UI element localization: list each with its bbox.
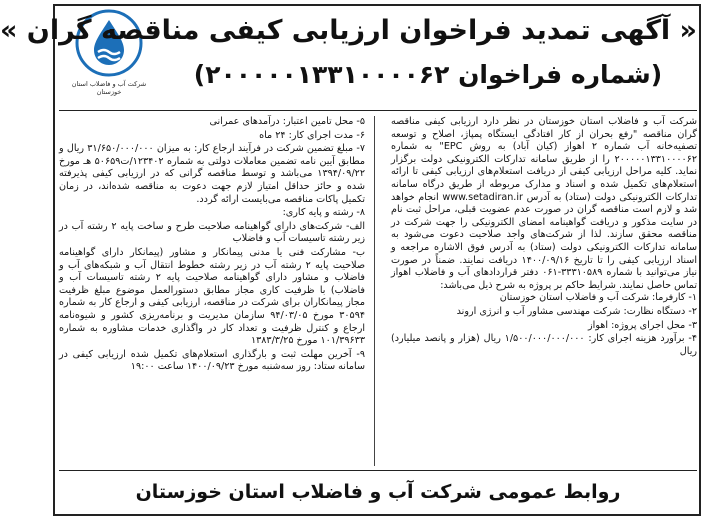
condition-item: ۴- برآورد هزینه اجرای کار: ۱/۵۰۰/۰۰۰/۰۰۰/۰۰۰ ریال (هزار و پانصد میلیارد) ریال	[391, 333, 697, 357]
condition-item: ۳- محل اجرای پروژه: اهواز	[588, 319, 697, 331]
logo-caption: شرکت آب و فاضلاب استان خوزستان	[71, 80, 147, 96]
column-divider	[374, 116, 375, 466]
condition-item: ۹- آخرین مهلت ثبت و بارگذاری استعلام‌های تکمیل شده ارزیابی کیفی در سامانه ستاد: روز سه‌شنبه مورخ ۱۴۰۰/۰۹/۲۳ ساعت ۱۹:۰۰	[59, 348, 365, 373]
intro-paragraph: شرکت آب و فاضلاب استان خوزستان در نظر دارد ارزیابی کیفی مناقصه گران مناقصه "رفع بحران از کار افتادگی ایستگاه پمپاژ، اصلاح و توسعه تصفیه‌خانه آب شماره ۲ اهواز (کیان آباد) به روش EPC" به شماره ۲۰۰۰۰۰۱۳۳۱۰۰۰۰۶۲ را از طریق سامانه تدارکات الکترونیکی دولت برگزار نماید. کلیه مراحل ارزیابی کیفی از دریافت استعلام‌های ارزیابی کیفی تا ارائه استعلام‌های تکمیل شده و اسناد و مدارک مربوطه از طریق درگاه سامانه تدارکات الکترونیکی دولت (ستاد) به آدرس www.setadiran.ir انجام خواهد شد و لازم است مناقصه گران در صورت عدم عضویت قبلی، مراحل ثبت نام در سایت مذکور و دریافت گواهینامه امضای الکترونیکی را جهت شرکت در مناقصه محقق سازند. لذا از شرکت‌های واجد صلاحیت دعوت می‌شود به سامانه تدارکات الکترونیکی دولت (ستاد) به آدرس فوق الاشاره مراجعه و اسناد ارزیابی کیفی را تا تاریخ ۱۴۰۰/۰۹/۱۶ دریافت نمایند. ضمناً در صورت نیاز می‌توانید با شماره ۳۳۳۱۰۵۸۹-۰۶۱ دفتر قراردادهای آب و فاضلاب اهواز تماس حاصل نمایند. شرایط حاکم بر پروژه به شرح ذیل می‌باشد:	[391, 116, 698, 291]
condition-item: ۶- مدت اجرای کار: ۲۴ ماه	[259, 129, 365, 141]
condition-item: الف- شرکت‌های دارای گواهینامه صلاحیت طرح و ساخت پایه ۲ رشته آب در زیر رشته تاسیسات آب و فاضلاب	[59, 220, 365, 245]
body-column-right	[391, 116, 697, 468]
footer-signature: روابط عمومی شرکت آب و فاضلاب استان خوزستان	[135, 481, 621, 503]
notice-number: (شماره فراخوان ۲۰۰۰۰۰۱۳۳۱۰۰۰۰۶۲)	[193, 60, 663, 89]
notice-title: « آگهی تمدید فراخوان ارزیابی کیفی مناقصه گران »	[0, 15, 697, 46]
footer-divider	[59, 470, 697, 471]
condition-item: ب- مشارکت فنی یا مدنی پیمانکار و مشاور (پیمانکار دارای گواهینامه صلاحیت پایه ۲ رشته آب در زیر رشته خطوط انتقال آب و شبکه‌های آب و فاضلاب و مشاور دارای گواهینامه صلاحیت پایه ۲ رشته تاسیسات آب و فاضلاب) با ظرفیت کاری مجاز مطابق دستورالعمل موضوع مبلغ ظرفیت مجاز پیمانکاران برای شرکت در مناقصه، ارزیابی کیفی و ارجاع کار به شماره ۳۰۵۹۴ مورخ ۹۴/۰۳/۰۵ سازمان مدیریت و برنامه‌ریزی کشور و شیوه‌نامه ارجاع و کنترل ظرفیت و تعداد کار در واگذاری خدمات مشاوره به شماره ۱۰۱/۳۹۶۳۳ مورخ ۱۳۸۳/۳/۲۵	[59, 246, 366, 347]
condition-item: ۷- مبلغ تضمین شرکت در فرآیند ارجاع کار: به میزان ۳۱/۶۵۰/۰۰۰/۰۰۰ ریال و مطابق آیین نامه تضمین معاملات دولتی به شماره ۱۲۳۴۰۲/ت۵۰۶۵۹ هـ مورخ ۱۳۹۴/۰۹/۲۲ می‌باشد و توسط مناقصه گرانی که در ارزیابی کیفی پذیرفته شده و حائز حداقل امتیاز لازم جهت دعوت به مناقصه شده‌اند، در زمان تکمیل پاکات مناقصه می‌بایست ارائه گردد.	[59, 143, 365, 205]
condition-item: ۱- کارفرما: شرکت آب و فاضلاب استان خوزستان	[499, 292, 697, 304]
body-column-left	[59, 116, 365, 468]
header-divider	[59, 110, 697, 111]
condition-item: ۸- رشته و پایه کاری:	[282, 207, 365, 219]
condition-item: ۲- دستگاه نظارت: شرکت مهندسی مشاور آب و انرژی اروند	[456, 305, 697, 317]
condition-item: ۵- محل تامین اعتبار: درآمدهای عمرانی	[209, 116, 365, 127]
